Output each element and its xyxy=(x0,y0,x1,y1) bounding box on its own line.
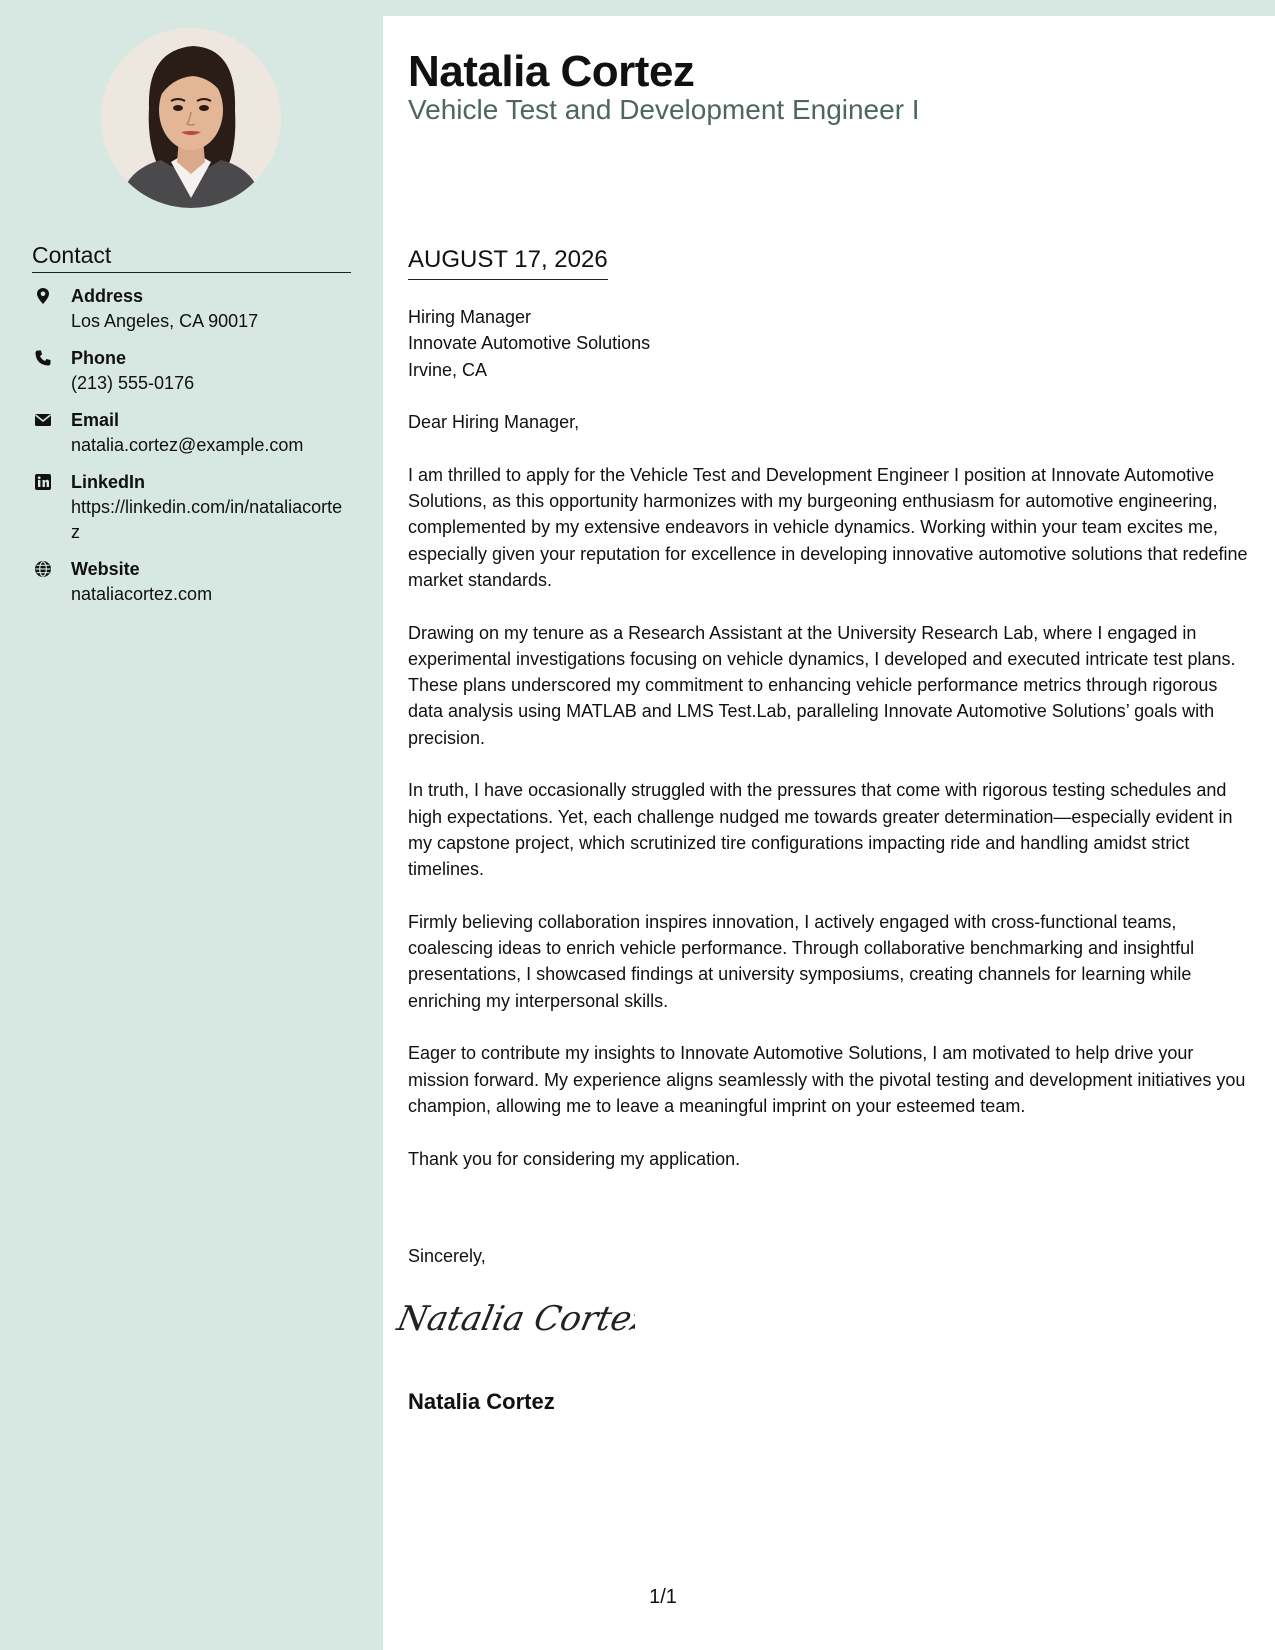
contact-label: Website xyxy=(71,559,140,579)
website-value[interactable]: nataliacortez.com xyxy=(71,584,213,604)
linkedin-value[interactable]: https://linkedin.com/in/nataliacortez xyxy=(71,497,343,542)
letter-main xyxy=(383,16,1275,1650)
closing-text: Sincerely, xyxy=(408,1246,486,1266)
sidebar xyxy=(0,0,383,1650)
contact-label: Phone xyxy=(71,348,127,368)
contact-list xyxy=(32,284,362,619)
contact-label: Address xyxy=(71,286,144,306)
letter-date: AUGUST 17, 2026 xyxy=(408,244,608,280)
paragraph-3: In truth, I have occasionally struggled with the pressures that come with rigorous testing schedules and high expectations. Yet, each challenge nudged me towards greater determination—especially evident in my capstone project, which scrutinized tire configurations impacting ride and handling amidst strict timelines. xyxy=(408,780,1233,880)
contact-item-phone xyxy=(32,346,362,396)
svg-text:Natalia Cortez: Natalia Cortez xyxy=(395,1299,635,1339)
recipient-company: Innovate Automotive Solutions xyxy=(408,333,651,354)
signed-name: Natalia Cortez xyxy=(408,1389,555,1414)
salutation: Dear Hiring Manager, xyxy=(408,412,580,433)
paragraph-2: Drawing on my tenure as a Research Assistant at the University Research Lab, where I engaged in experimental investigations focusing on vehicle dynamics, I developed and executed intricate test plans. These plans underscored my commitment to enhancing vehicle performance metrics through rigorous data analysis using MATLAB and LMS Test.Lab, paralleling Innovate Automotive Solutions’ goals with precision. xyxy=(408,622,1236,748)
page-number: 1/1 xyxy=(649,1586,677,1608)
handwritten-signature xyxy=(395,1286,635,1346)
contact-item-website xyxy=(32,557,362,607)
phone-icon xyxy=(34,349,52,367)
paragraph-1: I am thrilled to apply for the Vehicle Test and Development Engineer I position at Innovate Automotive Solutions, as this opportunity harmonizes with my burgeoning enthusiasm for automotive engineering, complemented by my extensive endeavors in vehicle dynamics. Working within your team excites me, especially given your reputation for excellence in developing innovative automotive solutions that redefine market standards. xyxy=(408,464,1248,590)
closing xyxy=(408,1243,486,1269)
phone-value[interactable]: (213) 555-0176 xyxy=(71,373,195,393)
envelope-icon xyxy=(34,411,52,429)
contact-item-email xyxy=(32,408,362,458)
email-value[interactable]: natalia.cortez@example.com xyxy=(71,435,304,455)
contact-item-address xyxy=(32,284,362,334)
recipient-location: Irvine, CA xyxy=(408,359,488,380)
paragraph-6: Thank you for considering my application. xyxy=(408,1148,741,1169)
contact-item-linkedin xyxy=(32,470,362,545)
linkedin-icon xyxy=(34,473,52,491)
contact-label: Email xyxy=(71,410,120,430)
contact-label: LinkedIn xyxy=(71,472,146,492)
recipient-name: Hiring Manager xyxy=(408,307,532,327)
globe-icon xyxy=(34,560,52,578)
letter-body xyxy=(408,304,1248,1198)
contact-heading: Contact xyxy=(32,240,351,273)
map-pin-icon xyxy=(34,287,52,305)
applicant-name: Natalia Cortez xyxy=(408,47,695,96)
job-title: Vehicle Test and Development Engineer I xyxy=(408,94,920,125)
paragraph-5: Eager to contribute my insights to Innovate Automotive Solutions, I am motivated to help drive your mission forward. My experience aligns seamlessly with the pivotal testing and development initiatives you champion, allowing me to leave a meaningful imprint on your esteemed team. xyxy=(408,1043,1246,1116)
profile-photo xyxy=(101,28,281,208)
paragraph-4: Firmly believing collaboration inspires innovation, I actively engaged with cross-functional teams, coalescing ideas to enrich vehicle performance. Through collaborative benchmarking and insightful presentations, I showcased findings at university symposiums, creating channels for learning while enriching my interpersonal skills. xyxy=(408,911,1195,1011)
address-value: Los Angeles, CA 90017 xyxy=(71,311,259,331)
recipient-block xyxy=(408,304,1248,383)
